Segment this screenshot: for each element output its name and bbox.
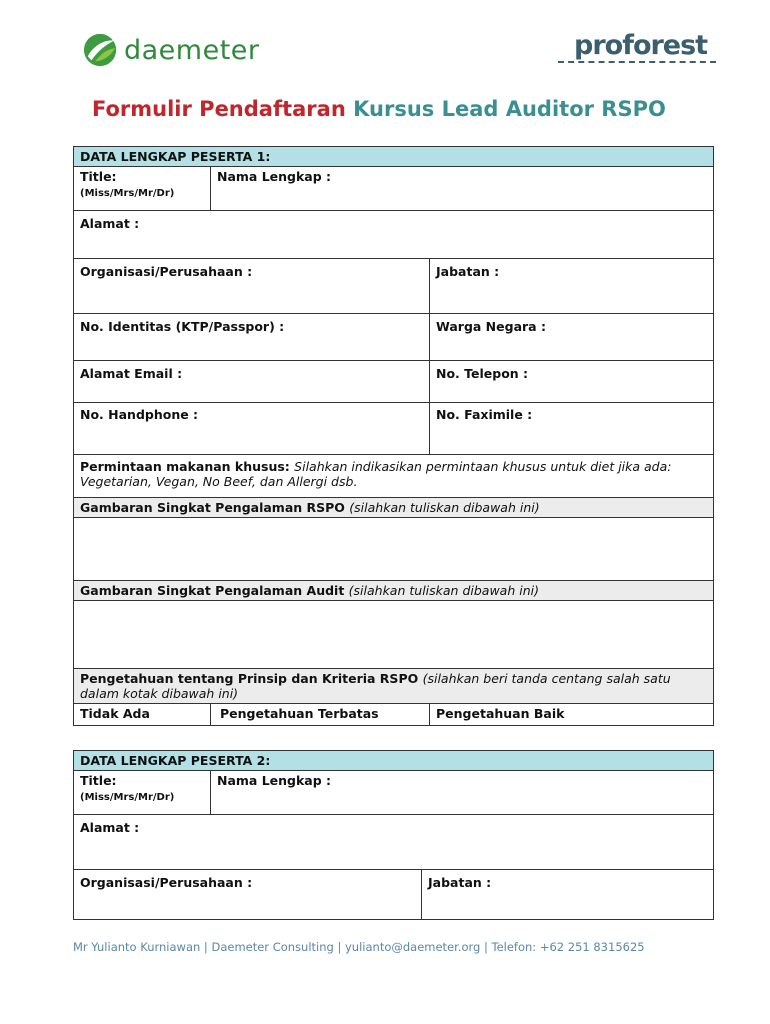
footer-contact: Mr Yulianto Kurniawan | Daemeter Consulting | yulianto@daemeter.org | Telefon: +62 251 8315625: [73, 940, 645, 954]
participant2-table: [73, 750, 714, 920]
p1-title-hint: (Miss/Mrs/Mr/Dr): [80, 188, 175, 199]
p1-diet-label: Permintaan makanan khusus:: [80, 459, 290, 474]
p1-knowledge-label: Pengetahuan tentang Prinsip dan Kriteria RSPO: [80, 671, 419, 686]
participant1-table: [73, 146, 714, 726]
p1-knowledge-good[interactable]: [430, 704, 714, 726]
p1-audit-exp-label: Gambaran Singkat Pengalaman Audit: [80, 583, 345, 598]
p1-audit-exp-header: [74, 581, 714, 601]
p2-position-cell[interactable]: [422, 870, 714, 920]
p1-nationality-cell[interactable]: [430, 314, 714, 361]
p1-position-label: Jabatan :: [436, 264, 500, 279]
p2-name-label: Nama Lengkap :: [217, 773, 332, 788]
p2-org-label: Organisasi/Perusahaan :: [80, 875, 253, 890]
p1-knowledge-header: [74, 669, 714, 704]
p1-name-cell[interactable]: [211, 167, 714, 211]
p1-title-cell[interactable]: [74, 167, 211, 211]
daemeter-logo: [82, 30, 262, 70]
p1-audit-exp-hint: (silahkan tuliskan dibawah ini): [348, 583, 539, 598]
p1-knowledge-none-label: Tidak Ada: [80, 706, 150, 721]
p1-nationality-label: Warga Negara :: [436, 319, 546, 334]
form-title-part1: Formulir Pendaftaran: [92, 97, 346, 121]
p1-audit-exp-field[interactable]: [74, 601, 714, 669]
p1-address-cell[interactable]: [74, 211, 714, 259]
p1-fax-label: No. Faximile :: [436, 407, 533, 422]
p1-email-cell[interactable]: [74, 361, 430, 403]
proforest-wordmark: proforest: [574, 30, 708, 61]
p1-address-label: Alamat :: [80, 216, 140, 231]
p1-position-cell[interactable]: [430, 259, 714, 314]
p1-title-label: Title:: [80, 169, 117, 184]
p1-rspo-exp-field[interactable]: [74, 518, 714, 581]
p1-name-label: Nama Lengkap :: [217, 169, 332, 184]
proforest-logo: [556, 28, 721, 68]
p1-knowledge-limited[interactable]: [211, 704, 430, 726]
p1-knowledge-none[interactable]: [74, 704, 211, 726]
p1-rspo-exp-hint: (silahkan tuliskan dibawah ini): [349, 500, 540, 515]
p1-fax-cell[interactable]: [430, 403, 714, 455]
p1-mobile-cell[interactable]: [74, 403, 430, 455]
p1-phone-cell[interactable]: [430, 361, 714, 403]
p1-mobile-label: No. Handphone :: [80, 407, 199, 422]
p2-org-cell[interactable]: [74, 870, 422, 920]
daemeter-wordmark: daemeter: [124, 34, 260, 66]
p1-org-cell[interactable]: [74, 259, 430, 314]
p1-email-label: Alamat Email :: [80, 366, 183, 381]
proforest-underline: [558, 61, 716, 65]
p2-title-cell[interactable]: [74, 771, 211, 815]
p1-rspo-exp-header: [74, 498, 714, 518]
p1-id-label: No. Identitas (KTP/Passpor) :: [80, 319, 285, 334]
p2-position-label: Jabatan :: [428, 875, 492, 890]
p1-knowledge-good-label: Pengetahuan Baik: [436, 706, 565, 721]
p1-id-cell[interactable]: [74, 314, 430, 361]
p1-knowledge-hint: (silahkan beri tanda centang salah satu dalam kotak dibawah ini): [80, 671, 671, 701]
p1-diet-cell[interactable]: [74, 455, 714, 498]
p2-address-cell[interactable]: [74, 815, 714, 870]
p2-address-label: Alamat :: [80, 820, 140, 835]
p1-rspo-exp-label: Gambaran Singkat Pengalaman RSPO: [80, 500, 345, 515]
participant2-heading: DATA LENGKAP PESERTA 2:: [74, 751, 714, 771]
form-title-part2: Kursus Lead Auditor RSPO: [353, 97, 666, 121]
p1-org-label: Organisasi/Perusahaan :: [80, 264, 253, 279]
p1-diet-hint: Silahkan indikasikan permintaan khusus untuk diet jika ada: Vegetarian, Vegan, No Beef, dan Allergi dsb.: [80, 459, 672, 489]
p1-phone-label: No. Telepon :: [436, 366, 529, 381]
participant1-heading: DATA LENGKAP PESERTA 1:: [74, 147, 714, 167]
leaf-icon: [82, 32, 120, 68]
p2-name-cell[interactable]: [211, 771, 714, 815]
p2-title-hint: (Miss/Mrs/Mr/Dr): [80, 792, 175, 803]
p1-knowledge-limited-label: Pengetahuan Terbatas: [220, 706, 379, 721]
p2-title-label: Title:: [80, 773, 117, 788]
form-title: [92, 96, 672, 122]
